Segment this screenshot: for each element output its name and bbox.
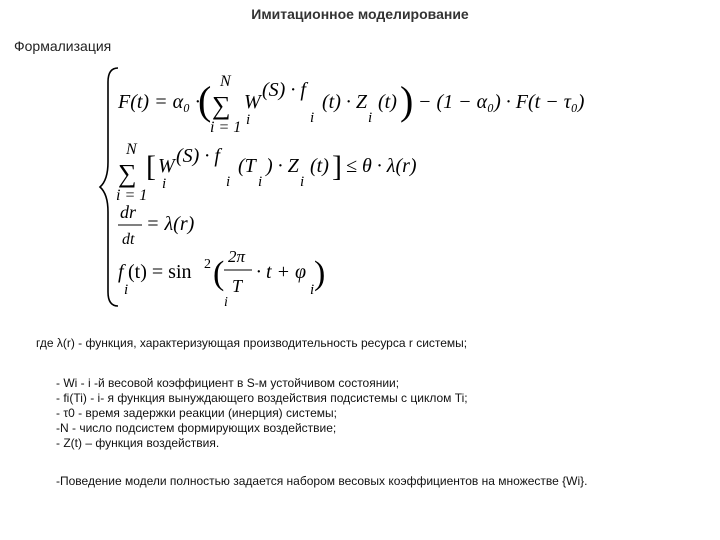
- definition-item: - fi(Ti) - i- я функция вынуждающего воздействия подсистемы с циклом Ti;: [56, 391, 468, 405]
- eq2-bracket-open: [: [146, 150, 156, 183]
- eq1-sum-symbol: ∑: [212, 91, 231, 120]
- eq1-paren-close: ): [400, 78, 414, 123]
- definition-item: - Z(t) – функция воздействия.: [56, 436, 220, 450]
- eq2-bracket-close: ]: [332, 150, 342, 183]
- eq2-W: W: [158, 155, 175, 177]
- eq2-sum-lower: i = 1: [116, 187, 148, 204]
- eq4-tail: · t + φ: [256, 261, 307, 283]
- eq2-right: ≤ θ · λ(r): [346, 155, 417, 177]
- eq2-z: ) · Z: [266, 155, 299, 177]
- eq1-paren-open: (: [198, 78, 212, 123]
- eq4-paren-open: (: [213, 255, 225, 292]
- eq2-T-sub: i: [258, 174, 263, 190]
- formula-system: [100, 62, 600, 312]
- where-line: где λ(r) - функция, характеризующая производительность ресурса r системы;: [36, 336, 468, 350]
- eq3-den: dt: [122, 231, 135, 248]
- eq4-paren-close: ): [314, 255, 326, 292]
- eq2-tail: (t): [310, 155, 329, 177]
- eq1-sum-upper: N: [220, 73, 231, 90]
- eq4-phi-sub: i: [310, 282, 315, 298]
- eq1-z-sub: i: [368, 110, 373, 126]
- eq2-body-rest: (S) · f: [176, 145, 220, 167]
- eq1-body-rest: (S) · f: [262, 79, 306, 101]
- definition-item: - Wi - i -й весовой коэффициент в S-м устойчивом состоянии;: [56, 376, 400, 390]
- eq3-right: = λ(r): [146, 213, 195, 235]
- eq4-lhs-sub: i: [124, 282, 129, 298]
- eq1-right: − (1 − α₀) · F(t − τ₀): [418, 91, 585, 113]
- eq2-sum-upper: N: [126, 141, 137, 158]
- definitions-list: [56, 376, 468, 451]
- eq2-T: (T: [238, 155, 256, 177]
- slide-title: Имитационное моделирование: [251, 6, 469, 22]
- eq4-den-sub: i: [224, 295, 228, 310]
- eq4-lhs: f: [118, 261, 124, 283]
- eq1-W: W: [244, 91, 261, 113]
- eq4-sq: 2: [204, 257, 211, 272]
- eq2-W-sub: i: [162, 176, 167, 192]
- eq2-f-sub: i: [226, 174, 231, 190]
- eq4-num: 2π: [228, 247, 246, 266]
- eq1-f-sub: i: [310, 110, 315, 126]
- summary-text: -Поведение модели полностью задается набором весовых коэффициентов на множестве {Wi}.: [56, 474, 588, 488]
- definition-item: -N - число подсистем формирующих воздействие;: [56, 421, 337, 435]
- eq1-lhs: F(t) = α₀ ·: [118, 91, 201, 113]
- eq1-t: (t) · Z: [322, 91, 367, 113]
- eq2-sum-symbol: ∑: [118, 159, 137, 188]
- eq1-sum-lower: i = 1: [210, 119, 242, 136]
- eq4-den: T: [232, 276, 243, 296]
- eq3-num: dr: [120, 202, 137, 222]
- eq1-W-sub: i: [246, 112, 251, 128]
- definition-item: - τ0 - время задержки реакции (инерция) системы;: [56, 406, 337, 420]
- slide-subtitle: Формализация: [14, 38, 112, 54]
- eq1-tail: (t): [378, 91, 397, 113]
- eq4-mid: (t) = sin: [128, 261, 192, 283]
- eq2-z-sub: i: [300, 174, 305, 190]
